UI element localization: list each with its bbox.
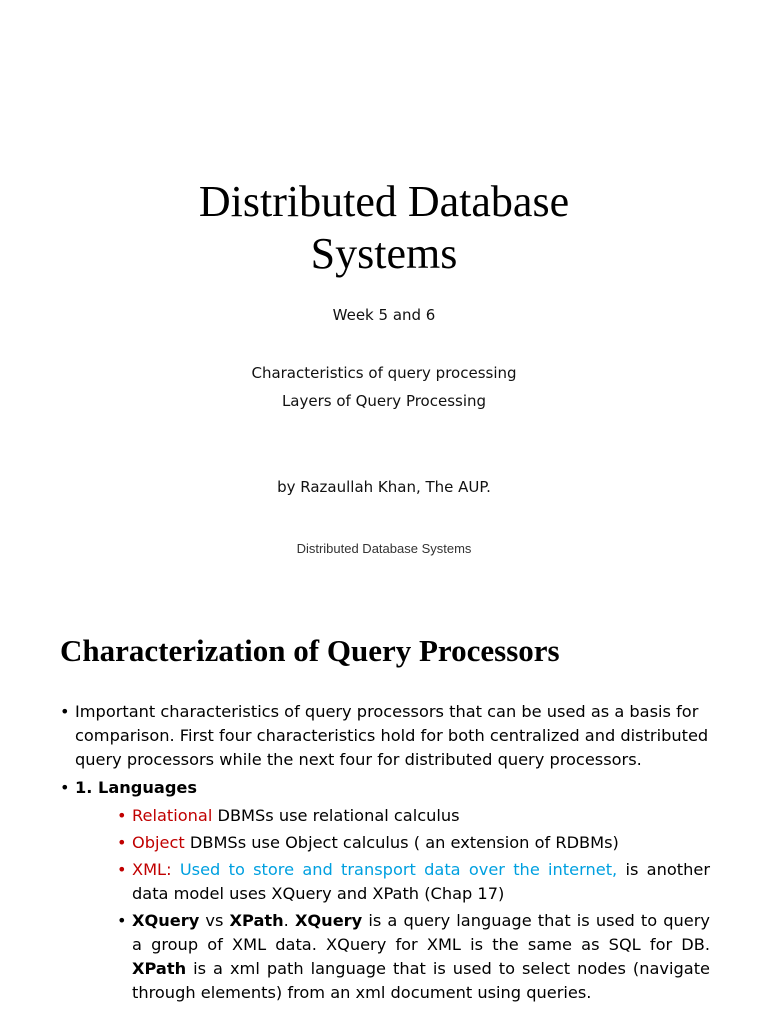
slide-footer: Distributed Database Systems xyxy=(296,541,472,556)
slide-body xyxy=(60,700,710,1008)
content-slide xyxy=(0,588,768,1024)
text-span: . xyxy=(283,911,295,930)
topic-line-1: Characteristics of query processing xyxy=(251,364,517,382)
bullet-text: Important characteristics of query processors that can be used as a basis for comparison. First four characteristics hold for both centralized and distributed query processors while the next four for distributed query processors. xyxy=(75,702,709,769)
term-xml: XML: xyxy=(132,860,172,879)
bullet-heading: 1. Languages xyxy=(75,778,198,797)
topic-line-2: Layers of Query Processing xyxy=(281,392,487,410)
sub-bullet-text: DBMSs use relational calculus xyxy=(212,806,460,825)
slide-title xyxy=(0,176,768,280)
bullet-dot-icon: • xyxy=(117,911,127,930)
sub-bullet-item xyxy=(117,831,710,855)
week-label: Week 5 and 6 xyxy=(332,306,436,324)
term-object: Object xyxy=(132,833,185,852)
term-xpath: XPath xyxy=(132,959,187,978)
bullet-dot-icon: • xyxy=(60,702,70,721)
sub-bullet-item xyxy=(117,909,710,1005)
term-relational: Relational xyxy=(132,806,213,825)
slide-title-line-1: Distributed Database xyxy=(198,177,570,226)
sub-bullet-item xyxy=(117,858,710,906)
sub-bullet-text: DBMSs use Object calculus ( an extension of RDBMs) xyxy=(184,833,619,852)
text-span: vs xyxy=(199,911,230,930)
slide-heading: Characterization of Query Processors xyxy=(60,633,560,668)
sub-bullet-text: is another data model uses XQuery and XPath (Chap 17) xyxy=(132,860,710,903)
xml-description: Used to store and transport data over the internet, xyxy=(179,860,618,879)
term-xquery: XQuery xyxy=(132,911,200,930)
sub-bullet-item xyxy=(117,804,710,828)
bullet-item xyxy=(60,776,710,800)
author-line: by Razaullah Khan, The AUP. xyxy=(277,478,491,496)
slide-title-line-2: Systems xyxy=(310,229,458,278)
bullet-dot-icon: • xyxy=(117,860,127,879)
text-span: is a query language that is used to query a group of XML data. XQuery for XML is the same as SQL for DB. xyxy=(132,911,710,954)
bullet-dot-icon: • xyxy=(117,833,127,852)
term-xquery: XQuery xyxy=(294,911,363,930)
bullet-item xyxy=(60,700,710,772)
text-span: is a xml path language that is used to select nodes (navigate through elements) from an xml document using queries. xyxy=(132,959,710,1002)
bullet-dot-icon: • xyxy=(117,806,127,825)
bullet-dot-icon: • xyxy=(60,778,70,797)
term-xpath: XPath xyxy=(229,911,284,930)
